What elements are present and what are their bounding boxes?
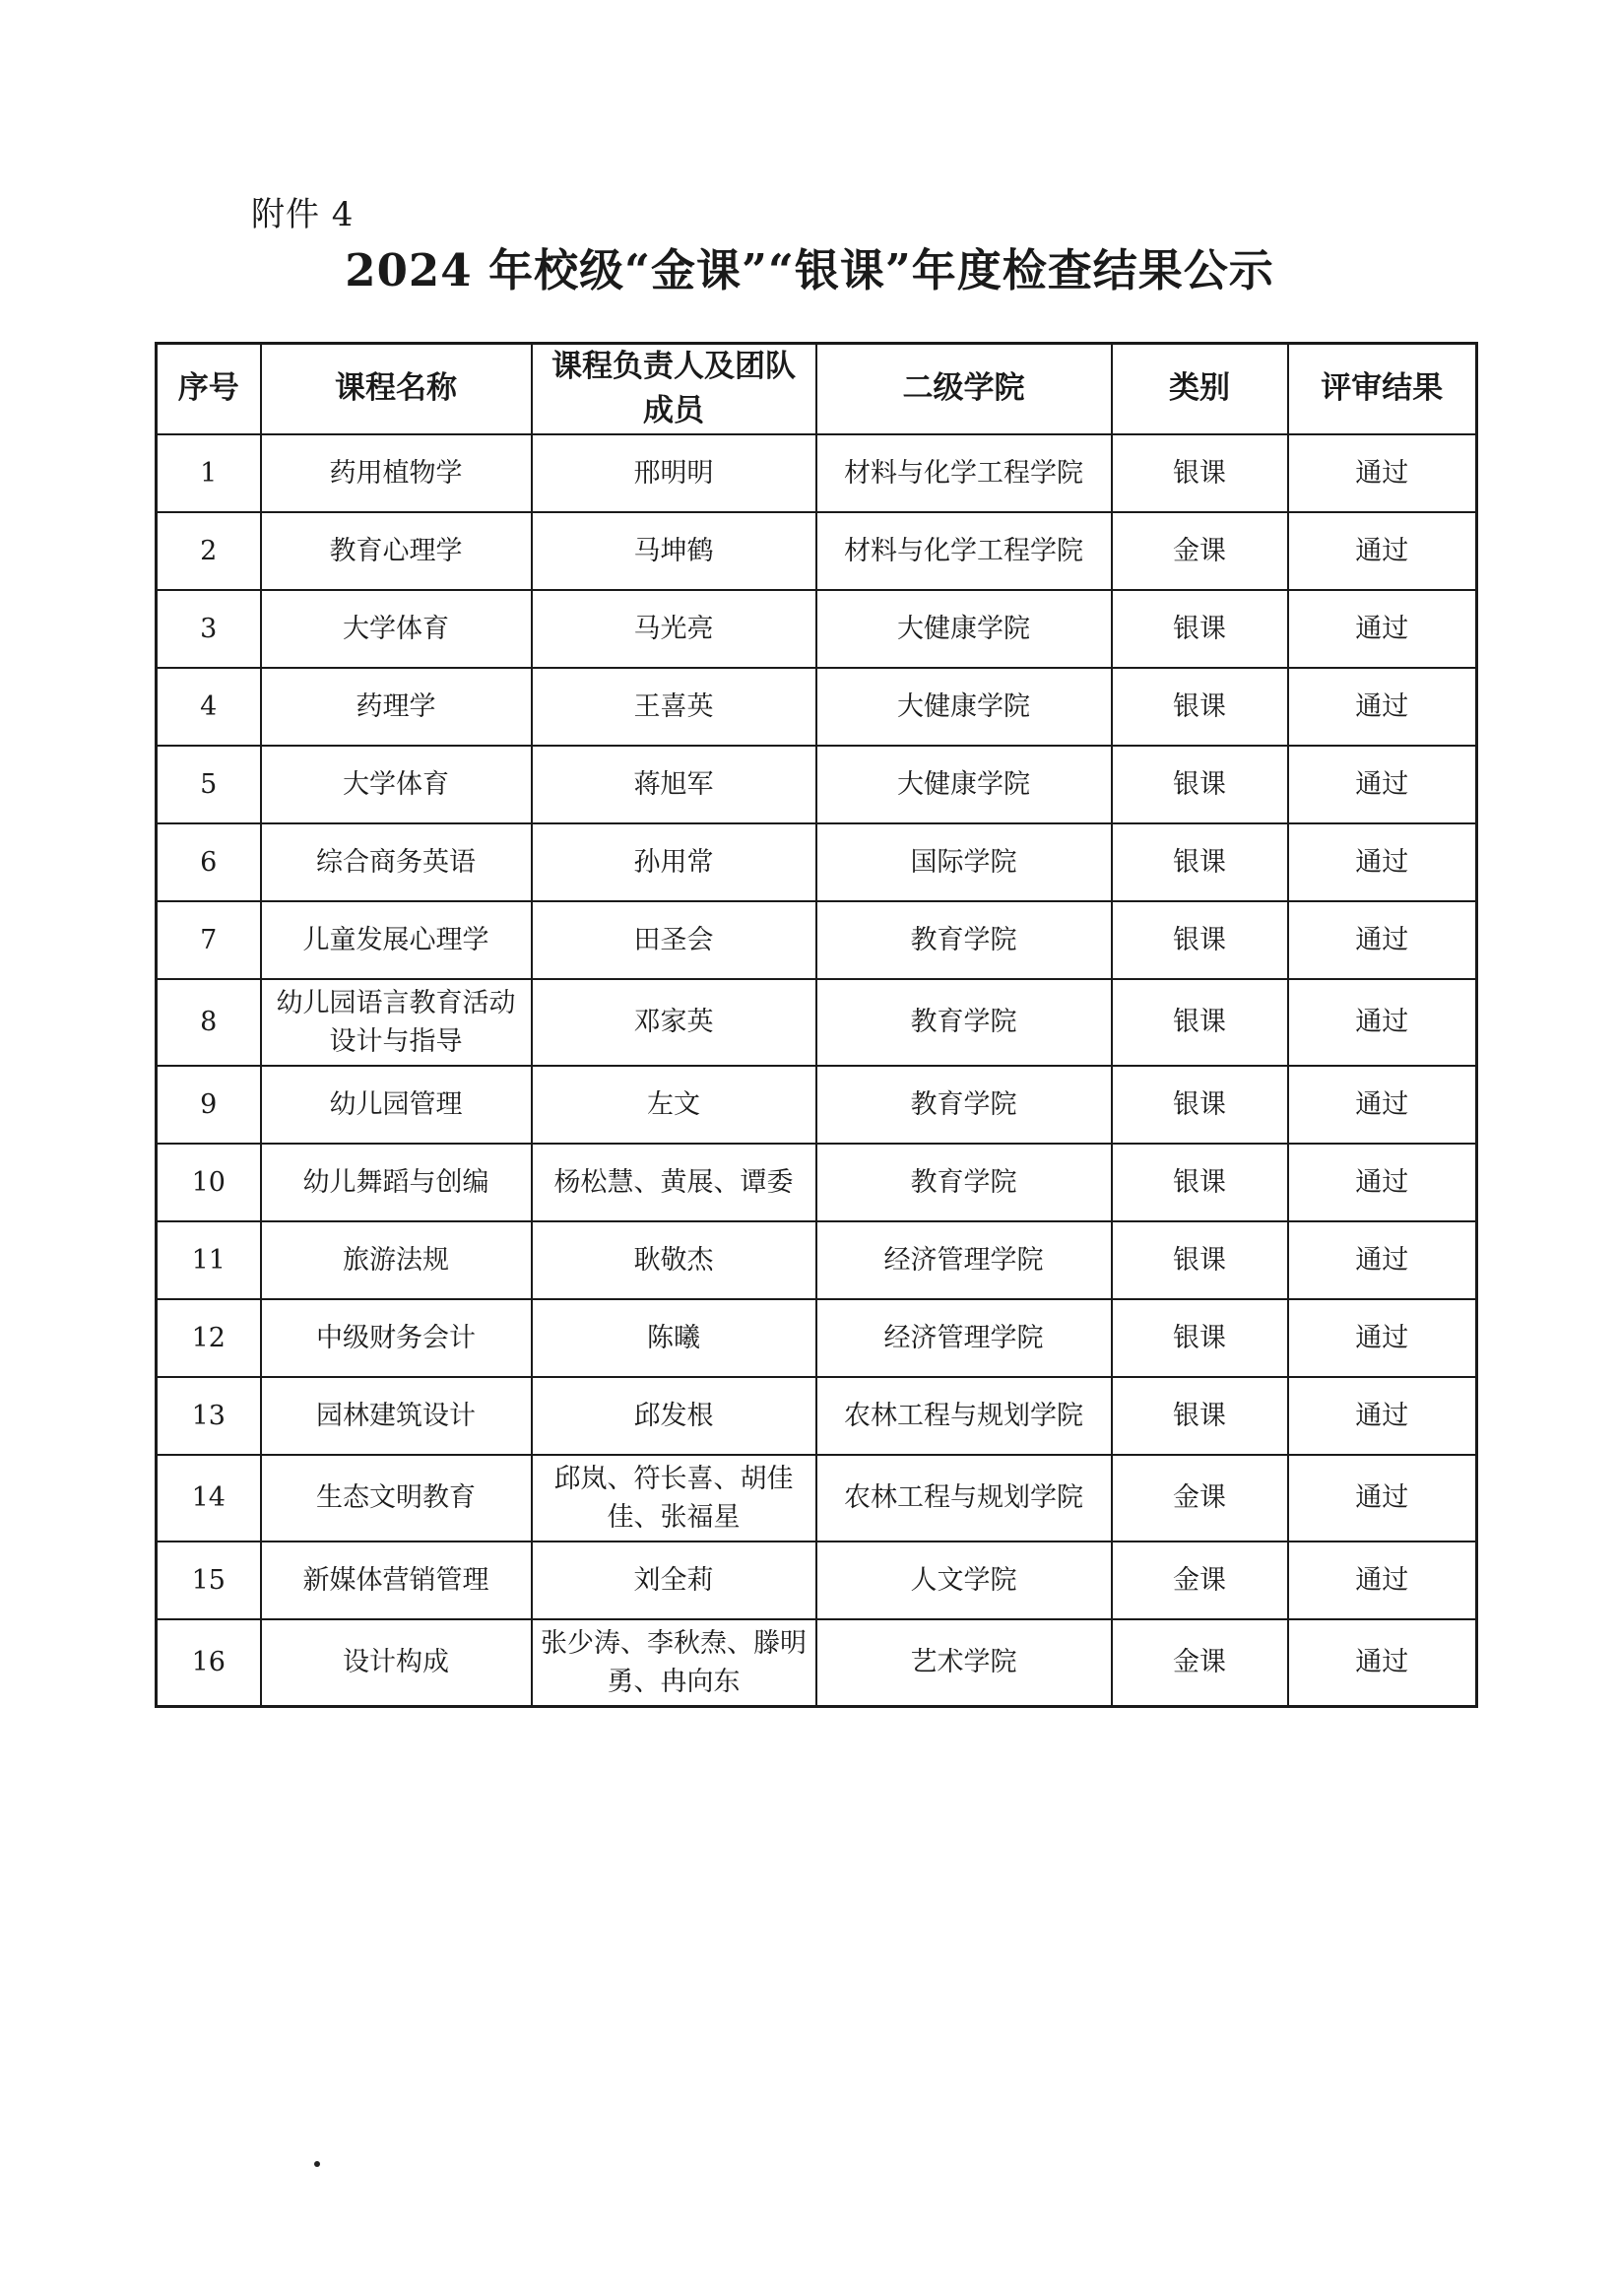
cell-category: 银课 — [1112, 1299, 1288, 1377]
cell-members: 邱岚、符长喜、胡佳佳、张福星 — [532, 1455, 816, 1542]
cell-result: 通过 — [1288, 979, 1477, 1066]
document-title: 2024 年校级“金课”“银课”年度检查结果公示 — [345, 244, 1274, 296]
cell-course: 大学体育 — [261, 590, 532, 668]
cell-result: 通过 — [1288, 823, 1477, 901]
cell-no: 14 — [157, 1455, 261, 1542]
cell-members: 孙用常 — [532, 823, 816, 901]
cell-course: 综合商务英语 — [261, 823, 532, 901]
table-row — [157, 512, 1477, 590]
table-row — [157, 979, 1477, 1066]
cell-result: 通过 — [1288, 1221, 1477, 1299]
table-row — [157, 1221, 1477, 1299]
cell-course: 儿童发展心理学 — [261, 901, 532, 979]
table-row — [157, 590, 1477, 668]
cell-category: 金课 — [1112, 1619, 1288, 1707]
cell-course: 生态文明教育 — [261, 1455, 532, 1542]
cell-members: 邱发根 — [532, 1377, 816, 1455]
cell-result: 通过 — [1288, 901, 1477, 979]
cell-members: 刘全莉 — [532, 1542, 816, 1619]
cell-members: 马坤鹤 — [532, 512, 816, 590]
cell-course: 新媒体营销管理 — [261, 1542, 532, 1619]
cell-members: 邢明明 — [532, 434, 816, 512]
cell-course: 中级财务会计 — [261, 1299, 532, 1377]
table-row — [157, 1144, 1477, 1221]
cell-members: 陈曦 — [532, 1299, 816, 1377]
cell-course: 幼儿园管理 — [261, 1066, 532, 1144]
cell-college: 教育学院 — [816, 1144, 1112, 1221]
cell-college: 经济管理学院 — [816, 1299, 1112, 1377]
cell-no: 2 — [157, 512, 261, 590]
cell-result: 通过 — [1288, 1542, 1477, 1619]
table-row — [157, 746, 1477, 823]
cell-category: 银课 — [1112, 1221, 1288, 1299]
cell-members: 田圣会 — [532, 901, 816, 979]
cell-result: 通过 — [1288, 1299, 1477, 1377]
cell-college: 经济管理学院 — [816, 1221, 1112, 1299]
cell-no: 12 — [157, 1299, 261, 1377]
cell-course: 旅游法规 — [261, 1221, 532, 1299]
attachment-label: 附件 4 — [251, 195, 355, 234]
cell-college: 大健康学院 — [816, 668, 1112, 746]
table-header-row — [157, 344, 1477, 434]
cell-result: 通过 — [1288, 1377, 1477, 1455]
results-table — [155, 342, 1478, 1708]
cell-category: 银课 — [1112, 901, 1288, 979]
cell-result: 通过 — [1288, 668, 1477, 746]
cell-college: 农林工程与规划学院 — [816, 1377, 1112, 1455]
cell-college: 国际学院 — [816, 823, 1112, 901]
table-row — [157, 1455, 1477, 1542]
cell-no: 15 — [157, 1542, 261, 1619]
cell-members: 耿敬杰 — [532, 1221, 816, 1299]
cell-category: 银课 — [1112, 1377, 1288, 1455]
cell-members: 张少涛、李秋焘、滕明勇、冉向东 — [532, 1619, 816, 1707]
cell-category: 金课 — [1112, 512, 1288, 590]
column-header: 二级学院 — [816, 344, 1112, 434]
column-header: 类别 — [1112, 344, 1288, 434]
cell-college: 教育学院 — [816, 901, 1112, 979]
cell-college: 教育学院 — [816, 1066, 1112, 1144]
cell-no: 5 — [157, 746, 261, 823]
cell-result: 通过 — [1288, 590, 1477, 668]
cell-no: 16 — [157, 1619, 261, 1707]
cell-college: 农林工程与规划学院 — [816, 1455, 1112, 1542]
cell-no: 1 — [157, 434, 261, 512]
column-header: 序号 — [157, 344, 261, 434]
column-header: 评审结果 — [1288, 344, 1477, 434]
cell-no: 3 — [157, 590, 261, 668]
cell-members: 邓家英 — [532, 979, 816, 1066]
cell-college: 艺术学院 — [816, 1619, 1112, 1707]
cell-category: 银课 — [1112, 434, 1288, 512]
table-row — [157, 1619, 1477, 1707]
cell-members: 马光亮 — [532, 590, 816, 668]
cell-college: 大健康学院 — [816, 590, 1112, 668]
cell-college: 人文学院 — [816, 1542, 1112, 1619]
cell-course: 园林建筑设计 — [261, 1377, 532, 1455]
cell-no: 6 — [157, 823, 261, 901]
cell-result: 通过 — [1288, 746, 1477, 823]
cell-no: 8 — [157, 979, 261, 1066]
table-row — [157, 823, 1477, 901]
cell-members: 左文 — [532, 1066, 816, 1144]
table-row — [157, 1299, 1477, 1377]
cell-category: 银课 — [1112, 668, 1288, 746]
cell-category: 银课 — [1112, 746, 1288, 823]
cell-result: 通过 — [1288, 1455, 1477, 1542]
cell-course: 设计构成 — [261, 1619, 532, 1707]
cell-course: 教育心理学 — [261, 512, 532, 590]
cell-college: 教育学院 — [816, 979, 1112, 1066]
column-header: 课程负责人及团队成员 — [532, 344, 816, 434]
cell-category: 金课 — [1112, 1542, 1288, 1619]
cell-no: 4 — [157, 668, 261, 746]
cell-result: 通过 — [1288, 1144, 1477, 1221]
cell-college: 大健康学院 — [816, 746, 1112, 823]
table-row — [157, 668, 1477, 746]
cell-category: 银课 — [1112, 590, 1288, 668]
cell-no: 7 — [157, 901, 261, 979]
column-header: 课程名称 — [261, 344, 532, 434]
cell-college: 材料与化学工程学院 — [816, 512, 1112, 590]
cell-result: 通过 — [1288, 512, 1477, 590]
stray-dot-mark — [314, 2161, 320, 2167]
table-row — [157, 1066, 1477, 1144]
cell-result: 通过 — [1288, 434, 1477, 512]
cell-category: 金课 — [1112, 1455, 1288, 1542]
cell-course: 幼儿舞蹈与创编 — [261, 1144, 532, 1221]
cell-college: 材料与化学工程学院 — [816, 434, 1112, 512]
table-row — [157, 901, 1477, 979]
cell-members: 蒋旭军 — [532, 746, 816, 823]
cell-members: 王喜英 — [532, 668, 816, 746]
cell-no: 9 — [157, 1066, 261, 1144]
cell-course: 大学体育 — [261, 746, 532, 823]
cell-category: 银课 — [1112, 1066, 1288, 1144]
cell-category: 银课 — [1112, 823, 1288, 901]
cell-no: 11 — [157, 1221, 261, 1299]
cell-result: 通过 — [1288, 1066, 1477, 1144]
cell-course: 幼儿园语言教育活动设计与指导 — [261, 979, 532, 1066]
cell-course: 药用植物学 — [261, 434, 532, 512]
cell-no: 13 — [157, 1377, 261, 1455]
cell-course: 药理学 — [261, 668, 532, 746]
cell-result: 通过 — [1288, 1619, 1477, 1707]
cell-category: 银课 — [1112, 979, 1288, 1066]
cell-category: 银课 — [1112, 1144, 1288, 1221]
table-row — [157, 1542, 1477, 1619]
cell-no: 10 — [157, 1144, 261, 1221]
cell-members: 杨松慧、黄展、谭委 — [532, 1144, 816, 1221]
table-row — [157, 434, 1477, 512]
table-row — [157, 1377, 1477, 1455]
